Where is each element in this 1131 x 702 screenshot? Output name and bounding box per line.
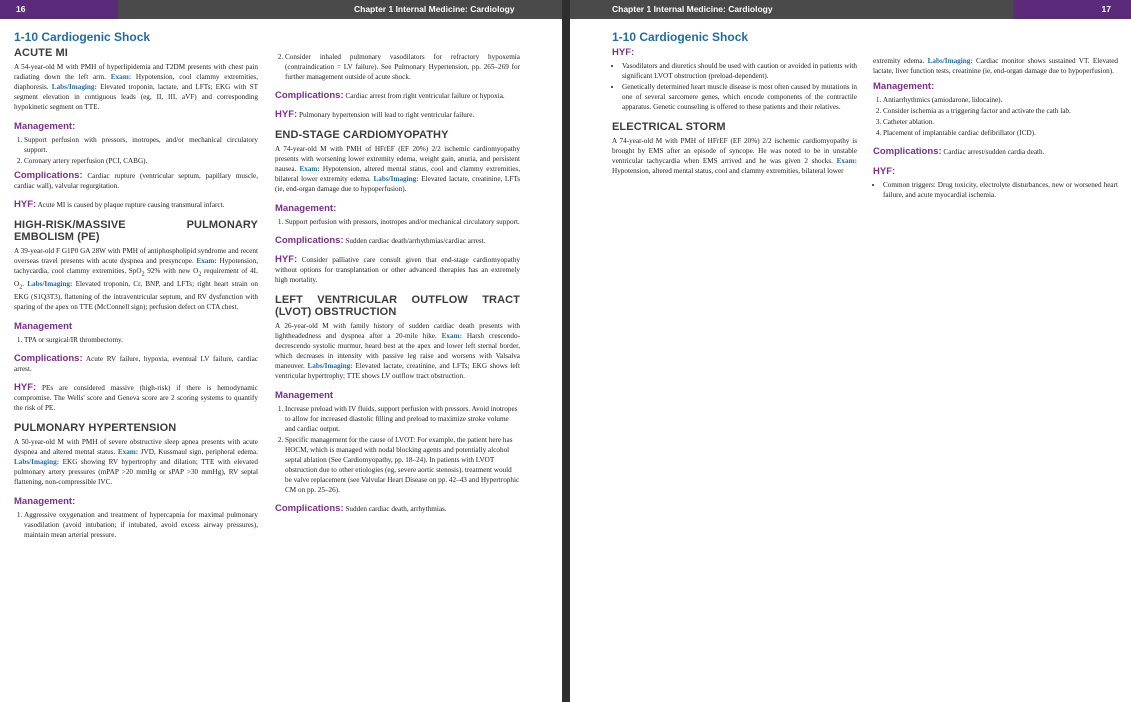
section-pulmonary-hypertension bbox=[14, 422, 258, 487]
case-text: A 74-year-old M with PMH of HFrEF (EF 20%) 2/2 ischemic cardiomyopathy is brought by EMS after an episode of syncope. He was noted to be in unstable ventricular tachycardia when EMS arrived and he was given 2 shocks. Exam: Hypotension, altered mental status, cool and clammy extremities, bilateral lower bbox=[612, 136, 858, 175]
hyf-list bbox=[873, 180, 1118, 200]
right-page bbox=[570, 0, 1131, 702]
section-title: END-STAGE CARDIOMYOPATHY bbox=[275, 129, 449, 141]
case-text: A 39-year-old F G1P0 GA 28W with PMH of antiphospholipid syndrome and recent overseas travel presents with acute dyspnea and presyncope. Exam: Hypotension, tachycardia, cool clammy extremities, SpO$_2$ 92% with new $O_2$ requirement of 4L $O_2$. Labs/Imaging: Elevated troponin, Cr, BNP, and LFTs; right heart strain on EKG (S1Q3T3), flattening of the intraventricular septum, and RV dysfunction with sparing of the apex on TTE (McConnell sign); perfusion defect on CTA chest. bbox=[14, 246, 259, 312]
complications-text: Complications: Sudden cardiac death/arrhythmias/cardiac arrest. bbox=[275, 234, 486, 246]
hyf-list bbox=[612, 61, 857, 112]
management-block bbox=[14, 121, 258, 166]
right-column-1 bbox=[612, 30, 857, 176]
section-title: ELECTRICAL STORM bbox=[612, 121, 726, 133]
list-item: 1. Support perfusion with pressors, inotropes, and/or mechanical circulatory support. bbox=[24, 135, 258, 155]
case-text: A 54-year-old M with PMH of hyperlipidemia and T2DM presents with chest pain radiating down the left arm. Exam: Hypotension, cool clammy extremities, diaphoresis. Labs/Imaging: Elevated troponin, lactate, and LFTs; EKG with ST segment elevation in contiguous leads (eg, II, III, aVF) and corresponding hypokinetic segment on TTE. bbox=[14, 62, 259, 111]
list-item: 1. TPA or surgical/IR thrombectomy. bbox=[24, 335, 258, 345]
management-list bbox=[14, 335, 258, 345]
list-item: 1. Antiarrhythmics (amiodarone, lidocaine). bbox=[883, 95, 1118, 105]
hyf-text: HYF: PEs are considered massive (high-risk) if there is hemodynamic compromise. The Wells' score and Geneva score are 2 scoring systems to quantify the risk of PE. bbox=[14, 382, 258, 413]
left-column-1 bbox=[14, 30, 258, 541]
hyf-text: HYF: Acute MI is caused by plaque rupture causing transmural infarct. bbox=[14, 198, 225, 210]
list-item: 2. Coronary artery reperfusion (PCI, CABG). bbox=[24, 156, 258, 166]
list-item: 2. Consider inhaled pulmonary vasodilators for refractory hypoxemia (contraindication = LV failure). See Pulmonary Hypertension, pp. 265–269 for further management outside of acute shock. bbox=[285, 52, 520, 82]
section-end-stage-cardiomyopathy bbox=[275, 129, 520, 194]
list-item: • Common triggers: Drug toxicity, electrolyte disturbances, new or worsened heart failure, and acute myocardial ischemia. bbox=[883, 180, 1118, 200]
list-item: 3. Catheter ablation. bbox=[883, 117, 1118, 127]
hyf-text: HYF: Consider palliative care consult given that end-stage cardiomyopathy without options for transplantation or other advanced therapies has an extremely high mortality. bbox=[275, 253, 521, 284]
management-label: Management: bbox=[14, 495, 76, 507]
management-label: Management: bbox=[275, 202, 337, 214]
management-list bbox=[14, 510, 258, 540]
hyf-label: HYF: bbox=[873, 166, 896, 177]
management-continued bbox=[275, 52, 520, 82]
management-list bbox=[14, 135, 258, 166]
complications-text: Complications: Cardiac arrest/sudden cardia death. bbox=[873, 146, 1045, 157]
management-label: Management: bbox=[873, 81, 935, 92]
list-item: 1. Aggressive oxygenation and treatment of hypercapnia for maximal pulmonary vasodilation (avoid intubation; if intubated, avoid excess airway pressures), maintain mean arterial pressure. bbox=[24, 510, 258, 540]
hyf-block bbox=[873, 166, 1118, 200]
case-text: A 26-year-old M with family history of sudden cardiac death presents with lightheadedness and dyspnea after a 20-mile hike. Exam: Harsh crescendo-decrescendo systolic murmur, heard best at the apex and lower left sternal border, which decreases in intensity with passive leg raise and worsens with Valsalva maneuver. Labs/Imaging: Elevated lactate, creatinine, and LFTs; EKG shows left ventricular hypertrophy; TTE shows LV outflow tract obstruction. bbox=[275, 321, 521, 380]
management-block bbox=[14, 321, 258, 345]
case-text: A 50-year-old M with PMH of severe obstructive sleep apnea presents with acute dyspnea and altered mental status. Exam: JVD, Kussmaul sign, peripheral edema. Labs/Imaging: EKG showing RV hypertrophy and dilation; TTE with elevated pulmonary artery pressures (mPAP >20 mmHg or sPAP >30 mmHg), RV septal flattening, non-compressible IVC. bbox=[14, 437, 259, 486]
management-list bbox=[275, 52, 520, 82]
complications-text: Complications: Sudden cardiac death, arrhythmias. bbox=[275, 502, 447, 514]
list-item: 2. Consider ischemia as a triggering factor and activate the cath lab. bbox=[883, 106, 1118, 116]
management-label: Management bbox=[275, 389, 334, 401]
list-item: • Genetically determined heart muscle disease is most often caused by mutations in one of several sarcomere genes, which encode components of the contractile apparatus. Genetic counseling is offered to these patients and their relatives. bbox=[622, 82, 857, 112]
section-pe bbox=[14, 219, 258, 313]
section-title: PULMONARY HYPERTENSION bbox=[14, 422, 177, 435]
hyf-text: HYF: Pulmonary hypertension will lead to right ventricular failure. bbox=[275, 109, 475, 120]
list-item: 2. Specific management for the cause of LVOT: For example, the patient here has HOCM, which is managed with nodal blocking agents and potentially alcohol septal ablation (See Cardiomyopathy, pp. 18–24). In patients with LVOT obstruction due to other etiologies (eg, severe aortic stenosis), treatment would be valve replacement (see Valvular Heart Disease on pp. 42–43 and Hypertrophic CM on pp. 25–26). bbox=[285, 435, 520, 495]
page-header bbox=[570, 0, 1131, 19]
book-gutter bbox=[562, 0, 570, 702]
list-item: 4. Placement of implantable cardiac defibrillator (ICD). bbox=[883, 128, 1118, 138]
left-column-2 bbox=[275, 52, 520, 514]
section-title: LEFT VENTRICULAR OUTFLOW TRACT (LVOT) OBSTRUCTION bbox=[275, 293, 520, 318]
section-lvot-obstruction bbox=[275, 294, 520, 381]
management-label: Management bbox=[14, 321, 73, 333]
complications-text: Complications: Acute RV failure, hypoxia, eventual LV failure, cardiac arrest. bbox=[14, 353, 258, 374]
right-column-2 bbox=[873, 56, 1118, 201]
management-block bbox=[275, 390, 520, 495]
case-text: A 74-year-old M with PMH of HFrEF (EF 20%) 2/2 ischemic cardiomyopathy presents with worsening lower extremity edema, weight gain, anuria, and persistent nausea. Exam: Hypotension, altered mental status, cool and clammy extremities, bilateral lower extremity edema. Labs/Imaging: Elevated lactate, creatinine, LFTs (ie, end-organ damage due to hypoperfusion). bbox=[275, 144, 520, 193]
management-list bbox=[873, 95, 1118, 138]
page-number: 16 bbox=[0, 0, 118, 19]
chapter-title: 1-10 Cardiogenic Shock bbox=[612, 30, 749, 44]
complications-text: Complications: Cardiac arrest from right ventricular failure or hypoxia. bbox=[275, 90, 505, 101]
list-item: 1. Increase preload with IV fluids, support perfusion with pressors. Avoid inotropes to allow for increased diastolic filling and preload to maximize stroke volume and cardiac output. bbox=[285, 404, 520, 434]
section-title: HIGH-RISK/MASSIVE PULMONARY EMBOLISM (PE) bbox=[14, 218, 258, 243]
management-list bbox=[275, 404, 520, 495]
management-block bbox=[14, 496, 258, 540]
left-page bbox=[0, 0, 562, 702]
management-block bbox=[275, 203, 520, 227]
management-label: Management: bbox=[14, 120, 76, 132]
list-item: 1. Support perfusion with pressors, inotropes and/or mechanical circulatory support. bbox=[285, 217, 520, 227]
list-item: • Vasodilators and diuretics should be used with caution or avoided in patients with significant LVOT obstruction (preload-dependent). bbox=[622, 61, 857, 81]
management-block bbox=[873, 81, 1118, 138]
chapter-title: 1-10 Cardiogenic Shock bbox=[14, 30, 151, 44]
section-acute-mi bbox=[14, 47, 258, 112]
running-head: Chapter 1 Internal Medicine: Cardiology bbox=[612, 4, 773, 14]
complications-text: Complications: Cardiac rupture (ventricular septum, papillary muscle, cardiac wall), valvular regurgitation. bbox=[14, 169, 258, 190]
section-title: ACUTE MI bbox=[14, 47, 68, 59]
case-text-continued: extremity edema. Labs/Imaging: Cardiac monitor shows sustained VT. Elevated lactate, liver function tests, creatinine (ie, end-organ damage due to hypoperfusion). bbox=[873, 57, 1119, 75]
section-electrical-storm bbox=[612, 121, 857, 176]
page-number: 17 bbox=[1013, 0, 1131, 19]
running-head: Chapter 1 Internal Medicine: Cardiology bbox=[354, 4, 515, 14]
management-list bbox=[275, 217, 520, 227]
hyf-label: HYF: bbox=[612, 47, 635, 58]
page-header bbox=[0, 0, 562, 19]
hyf-block bbox=[612, 47, 857, 112]
